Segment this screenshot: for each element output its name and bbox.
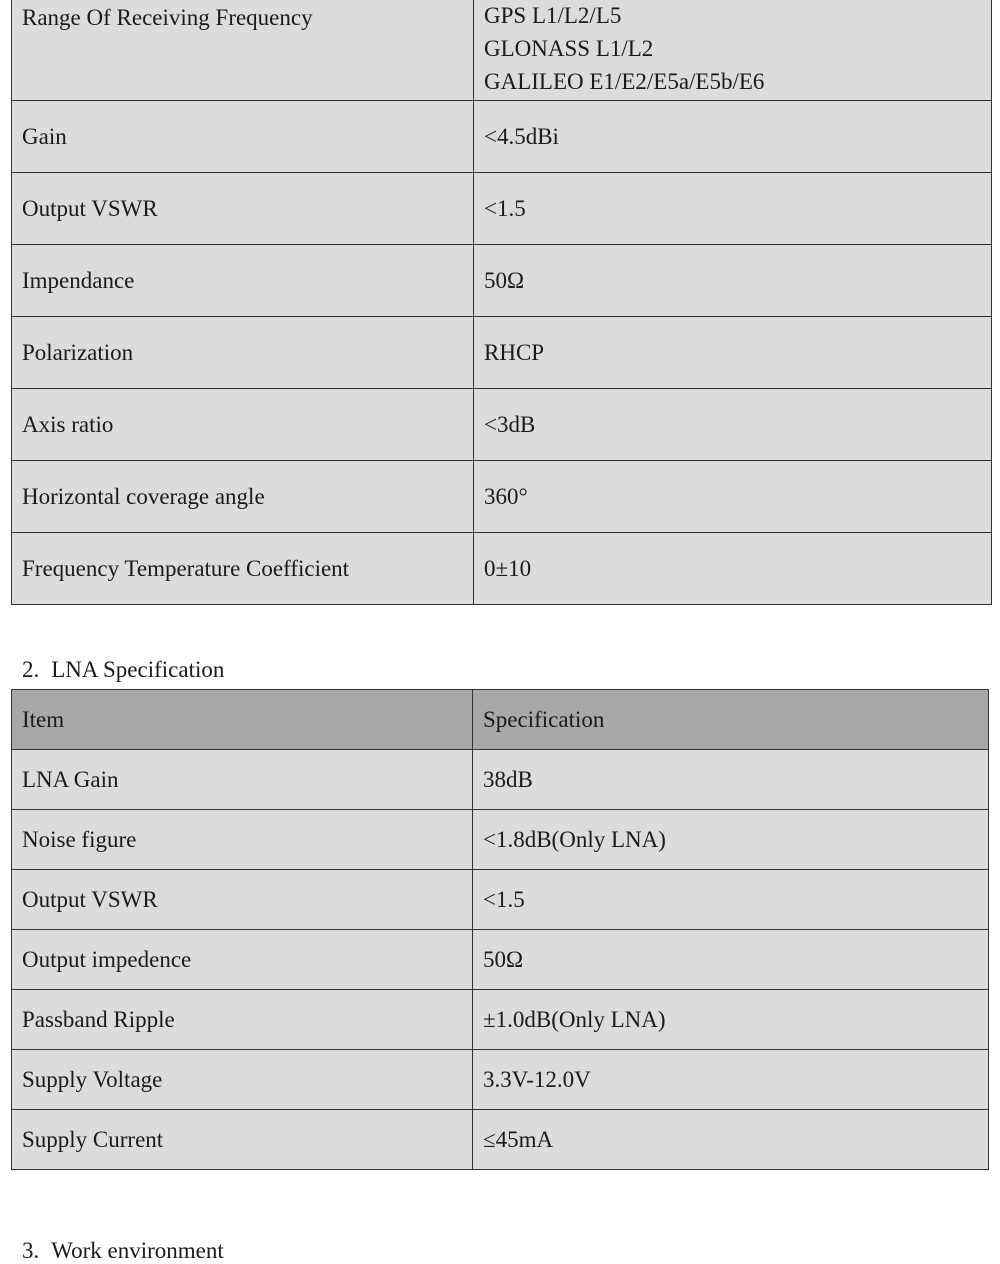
spec-value: RHCP (474, 317, 992, 389)
section-heading (22, 657, 224, 683)
spec-value (474, 0, 992, 101)
table-row (12, 1050, 989, 1110)
spec-value: <1.5 (473, 870, 989, 930)
table-row (12, 533, 992, 605)
spec-label: Passband Ripple (12, 990, 473, 1050)
table-row (12, 1110, 989, 1170)
section-title: LNA Specification (51, 657, 225, 682)
spec-label: Horizontal coverage angle (12, 461, 474, 533)
table-header-row (12, 690, 989, 750)
table-row (12, 0, 992, 101)
table-row (12, 173, 992, 245)
spec-label: Supply Current (12, 1110, 473, 1170)
frequency-line: GPS L1/L2/L5 (484, 3, 622, 28)
spec-label: Output VSWR (12, 870, 473, 930)
table-row (12, 810, 989, 870)
spec-value: ±1.0dB(Only LNA) (473, 990, 989, 1050)
column-header-item: Item (12, 690, 473, 750)
frequency-line: GLONASS L1/L2 (484, 36, 654, 61)
table-row (12, 317, 992, 389)
spec-value: <1.5 (474, 173, 992, 245)
column-header-specification: Specification (473, 690, 989, 750)
spec-value: 50Ω (473, 930, 989, 990)
spec-value: <3dB (474, 389, 992, 461)
spec-label: Polarization (12, 317, 474, 389)
table-row (12, 461, 992, 533)
spec-label: Impendance (12, 245, 474, 317)
spec-label: Noise figure (12, 810, 473, 870)
spec-label: Axis ratio (12, 389, 474, 461)
spec-value: ≤45mA (473, 1110, 989, 1170)
section-heading (22, 1238, 224, 1264)
spec-value: <4.5dBi (474, 101, 992, 173)
table-row (12, 930, 989, 990)
spec-label: Gain (12, 101, 474, 173)
spec-value: 0±10 (474, 533, 992, 605)
frequency-line: GALILEO E1/E2/E5a/E5b/E6 (484, 69, 765, 94)
section-title: Work environment (51, 1238, 224, 1263)
table-row (12, 870, 989, 930)
spec-label: Output impedence (12, 930, 473, 990)
table-row (12, 245, 992, 317)
spec-label: Frequency Temperature Coefficient (12, 533, 474, 605)
table-row (12, 750, 989, 810)
table-row (12, 101, 992, 173)
spec-value: 38dB (473, 750, 989, 810)
antenna-spec-table (11, 0, 992, 605)
spec-label: Supply Voltage (12, 1050, 473, 1110)
spec-value: 3.3V-12.0V (473, 1050, 989, 1110)
spec-value: 50Ω (474, 245, 992, 317)
lna-spec-table (11, 689, 989, 1170)
spec-value: 360° (474, 461, 992, 533)
table-row (12, 389, 992, 461)
spec-label: Range Of Receiving Frequency (12, 0, 474, 101)
table-row (12, 990, 989, 1050)
spec-label: Output VSWR (12, 173, 474, 245)
spec-label: LNA Gain (12, 750, 473, 810)
section-number: 3. (22, 1238, 40, 1263)
section-number: 2. (22, 657, 40, 682)
spec-value: <1.8dB(Only LNA) (473, 810, 989, 870)
